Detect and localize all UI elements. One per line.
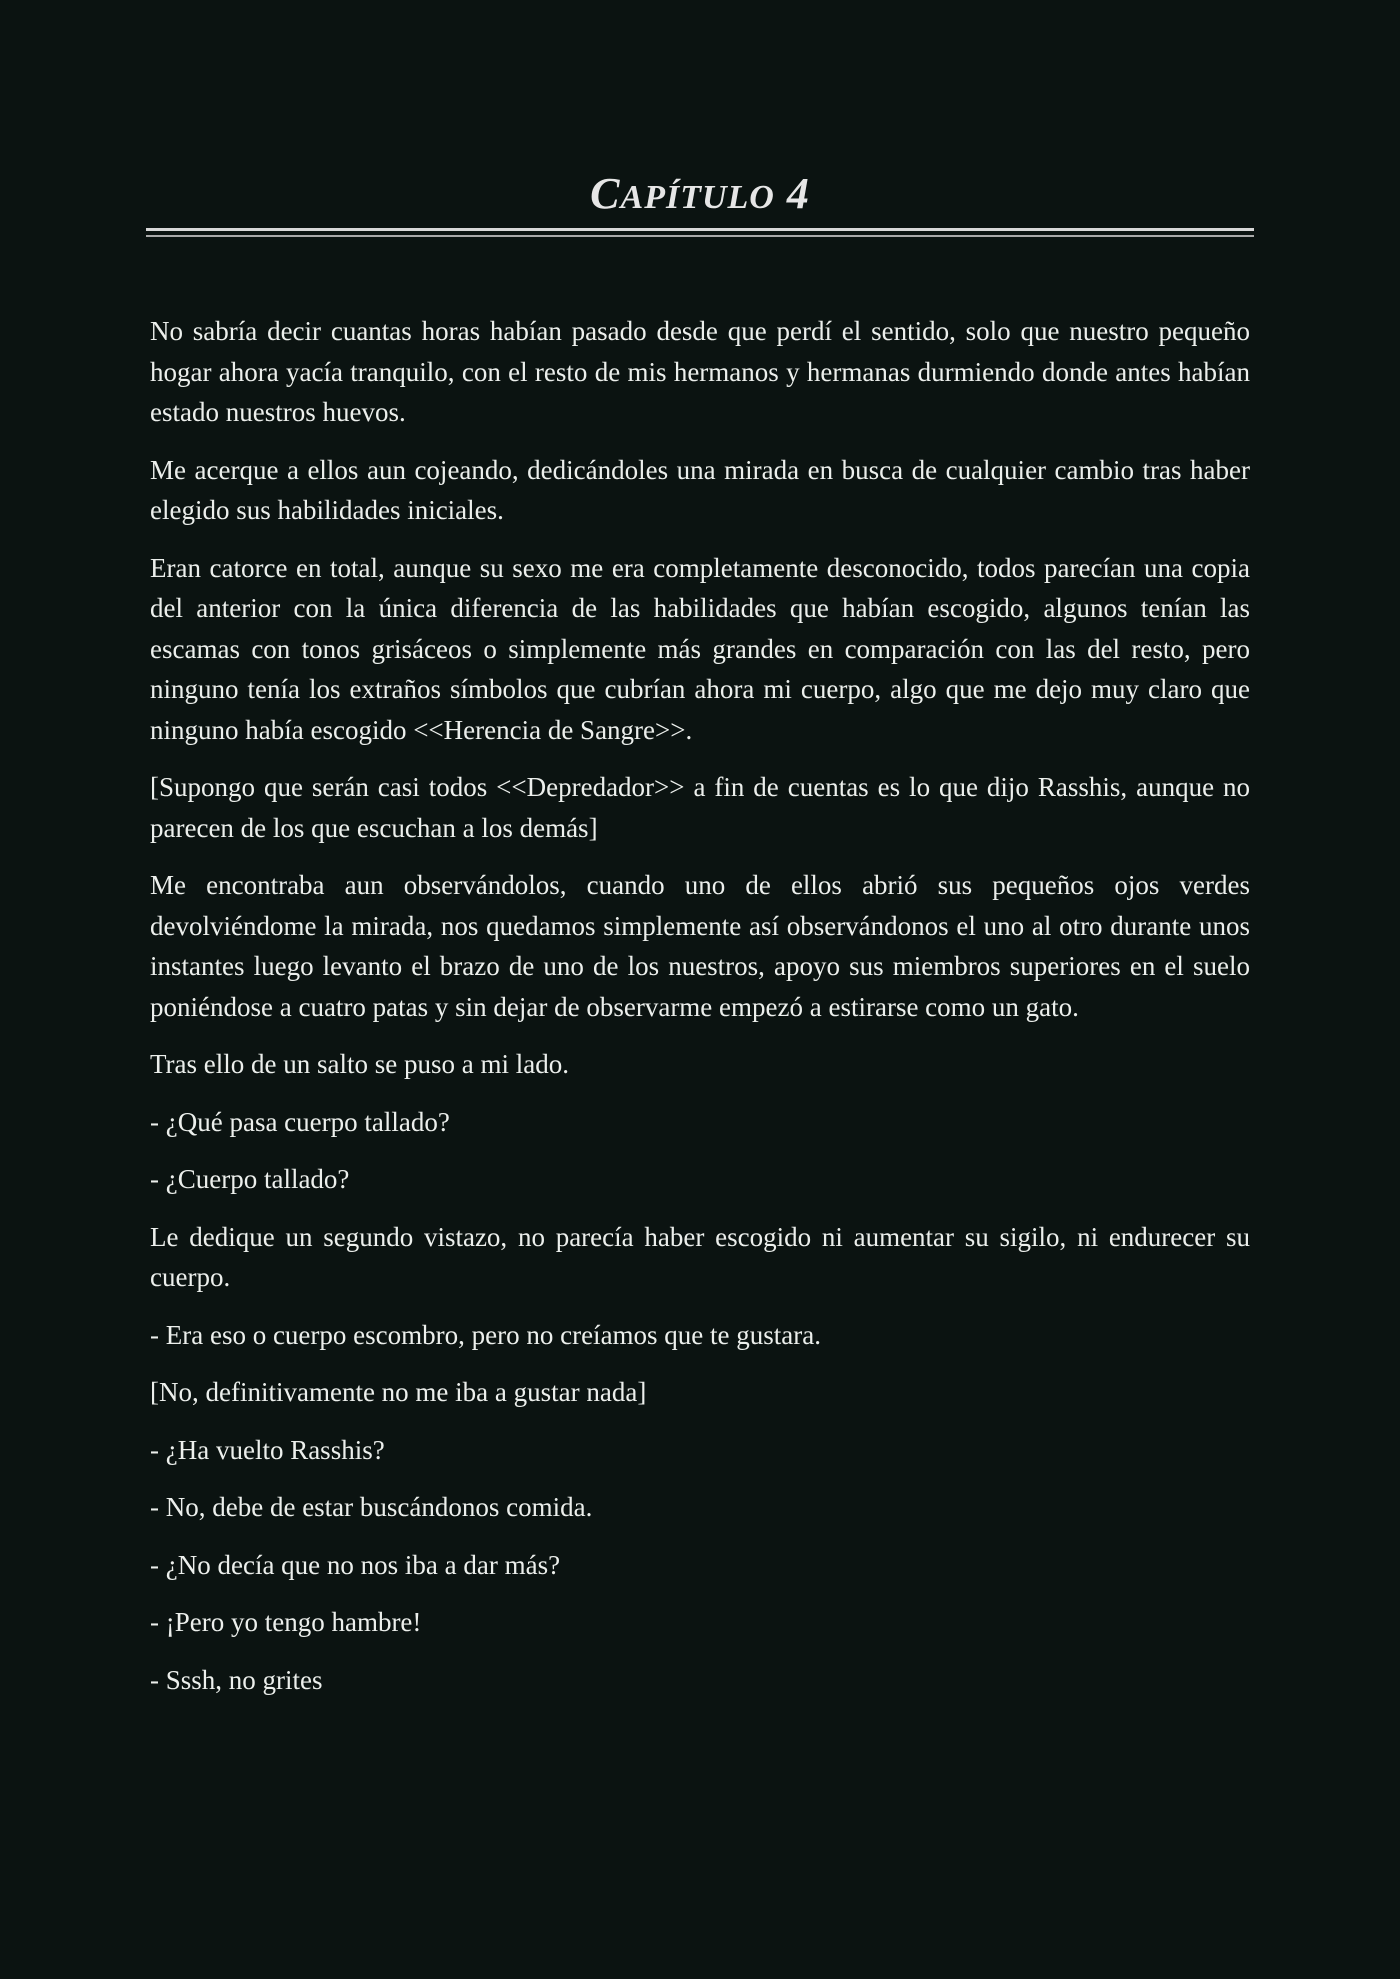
dialogue-line: - ¿Cuerpo tallado? bbox=[150, 1164, 350, 1194]
dialogue-line: - ¿Ha vuelto Rasshis? bbox=[150, 1434, 385, 1465]
paragraph: No sabría decir cuantas horas habían pasado desde que perdí el sentido, solo que nuestro pequeño hogar ahora yacía tranquilo, con el resto de mis hermanos y hermanas durmiendo donde antes habían estado nuestros huevos. bbox=[150, 316, 1250, 427]
dialogue-line: - ¿No decía que no nos iba a dar más? bbox=[150, 1549, 561, 1580]
chapter-body bbox=[150, 311, 1250, 1717]
chapter-number: 4 bbox=[786, 169, 810, 218]
paragraph: Me encontraba aun observándolos, cuando uno de ellos abrió sus pequeños ojos verdes devolviéndome la mirada, nos quedamos simplemente así observándonos el uno al otro durante unos instantes luego levanto el brazo de uno de los nuestros, apoyo sus miembros superiores en el suelo poniéndose a cuatro patas y sin dejar de observarme empezó a estirarse como un gato. bbox=[150, 870, 1250, 1022]
paragraph: Me acerque a ellos aun cojeando, dedicándoles una mirada en busca de cualquier cambio tras haber elegido sus habilidades iniciales. bbox=[150, 454, 1250, 525]
dialogue-line: - Era eso o cuerpo escombro, pero no creíamos que te gustara. bbox=[150, 1319, 821, 1350]
dialogue-line: - ¿Qué pasa cuerpo tallado? bbox=[150, 1106, 450, 1137]
thought-line: [No, definitivamente no me iba a gustar nada] bbox=[150, 1377, 647, 1407]
dialogue-line: - No, debe de estar buscándonos comida. bbox=[150, 1492, 593, 1522]
dialogue-line: - Sssh, no grites bbox=[150, 1664, 323, 1695]
title-divider-thick bbox=[146, 228, 1254, 231]
chapter-title bbox=[146, 168, 1254, 219]
paragraph: Le dedique un segundo vistazo, no parecía haber escogido ni aumentar su sigilo, ni endurecer su cuerpo. bbox=[150, 1221, 1250, 1292]
dialogue-line: - ¡Pero yo tengo hambre! bbox=[150, 1607, 422, 1637]
title-divider-thin bbox=[146, 235, 1254, 237]
paragraph: [Supongo que serán casi todos <<Depredador>> a fin de cuentas es lo que dijo Rasshis, aunque no parecen de los que escuchan a los demás] bbox=[150, 772, 1250, 843]
paragraph: Tras ello de un salto se puso a mi lado. bbox=[150, 1049, 569, 1079]
paragraph: Eran catorce en total, aunque su sexo me era completamente desconocido, todos parecían una copia del anterior con la única diferencia de las habilidades que habían escogido, algunos tenían las escamas con tonos grisáceos o simplemente más grandes en comparación con las del resto, pero ninguno tenía los extraños símbolos que cubrían ahora mi cuerpo, algo que me dejo muy claro que ninguno había escogido <<Herencia de Sangre>>. bbox=[150, 552, 1250, 745]
chapter-title-initial: C bbox=[590, 169, 621, 218]
chapter-title-word: APÍTULO bbox=[620, 179, 775, 216]
